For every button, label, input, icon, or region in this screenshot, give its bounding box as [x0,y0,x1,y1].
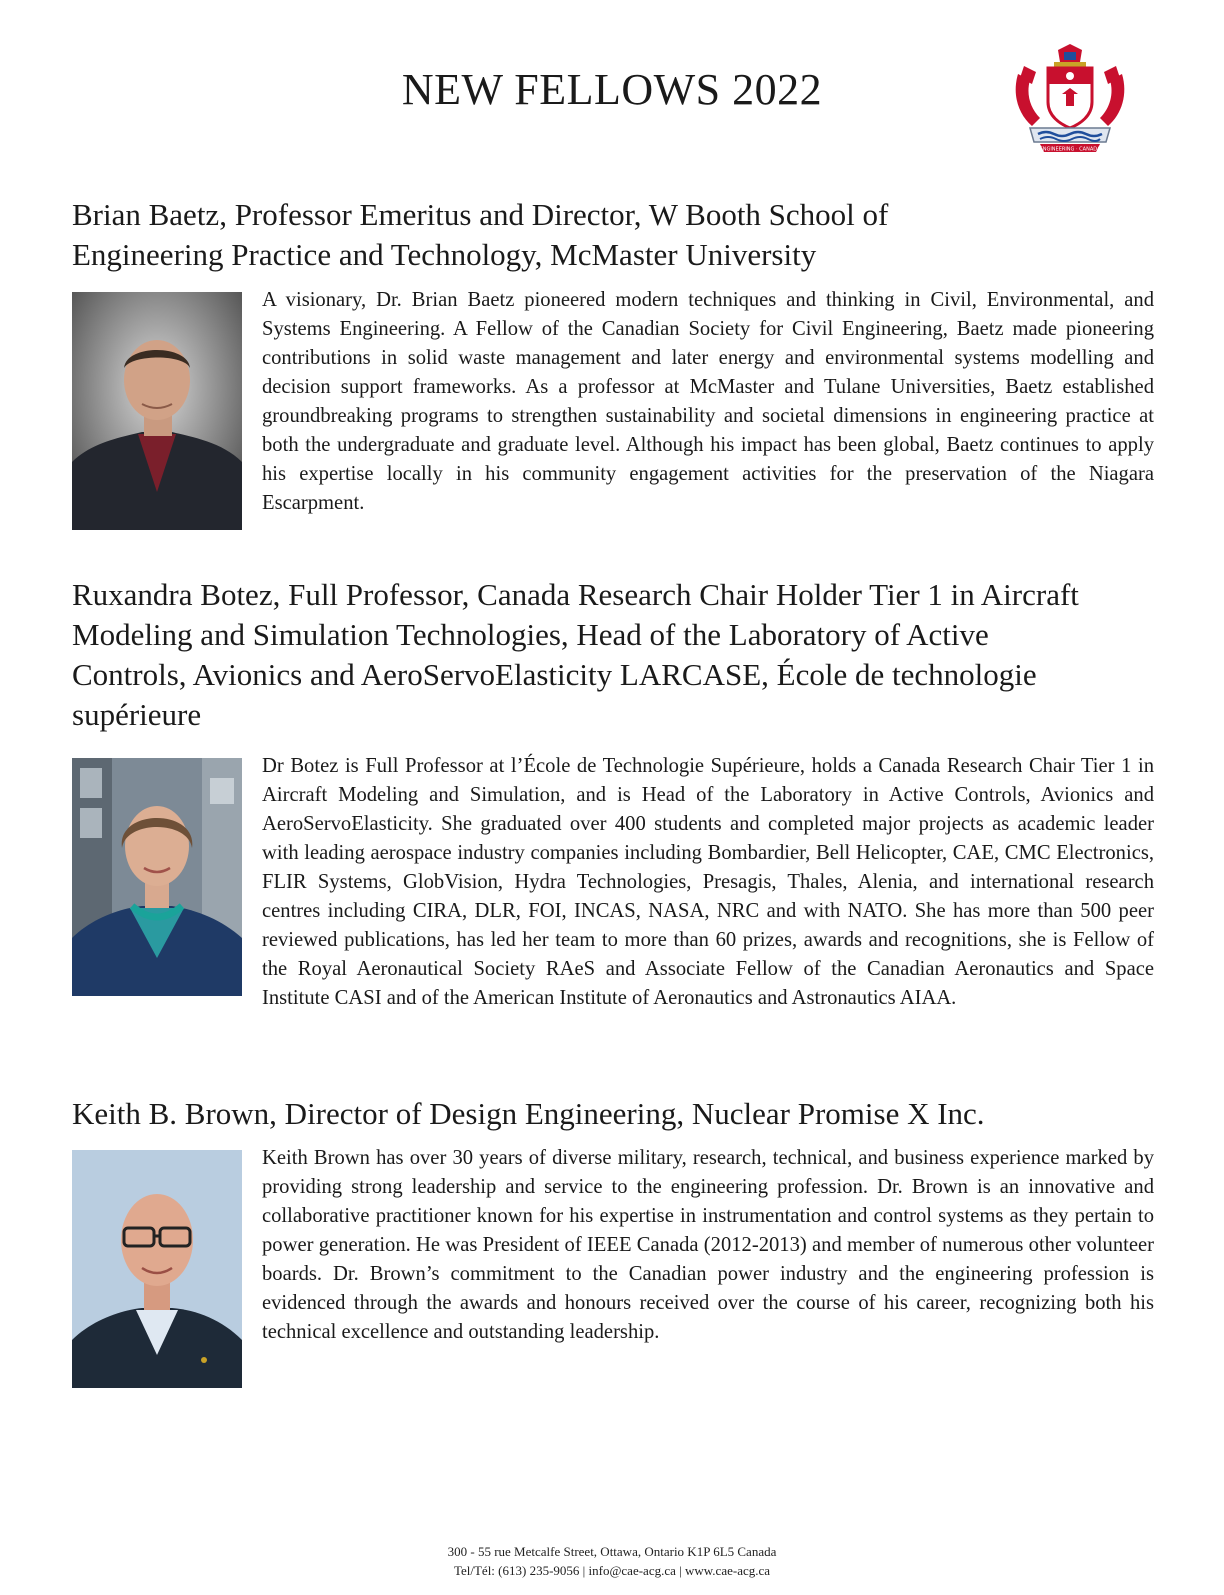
fellow-heading-botez: Ruxandra Botez, Full Professor, Canada Research Chair Holder Tier 1 in Aircraft Modeling and Simulation Technologies, Head of the Laboratory of Active Controls, Avionics and AeroServoElasticity LARCASE, École de technologie supérieure [72,577,1079,732]
footer-contact: Tel/Tél: (613) 235-9056 | info@cae-acg.ca | www.cae-acg.ca [453,1563,771,1578]
page-title: NEW FELLOWS 2022 [401,65,823,114]
fellow-heading-brown: Keith B. Brown, Director of Design Engineering, Nuclear Promise X Inc. [72,1096,985,1131]
fellow-heading-baetz: Brian Baetz, Professor Emeritus and Director, W Booth School of Engineering Practice and Technology, McMaster University [72,197,889,272]
footer-address: 300 - 55 rue Metcalfe Street, Ottawa, Ontario K1P 6L5 Canada [447,1544,777,1559]
crest-logo [1010,44,1130,154]
portrait-photo-brown [72,1150,242,1388]
crest-motto: ENGINEERING · CANADA [1039,146,1101,153]
fellow-bio-brown: Keith Brown has over 30 years of diverse military, research, technical, and business experience marked by providing strong leadership and service to the engineering profession. Dr. Brown is an innovative and collaborative practitioner known for his expertise in instrumentation and control systems as they pertain to power generation. He was President of IEEE Canada (2012-2013) and member of numerous other volunteer boards. Dr. Brown’s commitment to the Canadian power industry and the engineering profession is evidenced through the awards and honours received over the course of his career, recognizing both his technical excellence and outstanding leadership. [262,1147,1154,1343]
fellow-bio-baetz: A visionary, Dr. Brian Baetz pioneered modern techniques and thinking in Civil, Environmental, and Systems Engineering. A Fellow of the Canadian Society for Civil Engineering, Baetz made pioneering contributions in solid waste management and later energy and environmental systems modelling and decision support frameworks. As a professor at McMaster and Tulane Universities, Baetz established groundbreaking programs to strengthen sustainability and societal dimensions in engineering practice at both the undergraduate and graduate level. Although his impact has been global, Baetz continues to apply his expertise locally in his community engagement activities for the preservation of the Niagara Escarpment. [262,289,1154,514]
portrait-photo-baetz [72,292,242,530]
fellow-bio-botez: Dr Botez is Full Professor at l’École de Technologie Supérieure, holds a Canada Research Chair Tier 1 in Aircraft Modeling and Simulation, and is Head of the Laboratory in Active Controls, Avionics and AeroServoElasticity. She graduated over 400 students and completed major projects as academic leader with leading aerospace industry companies including Bombardier, Bell Helicopter, CAE, CMC Electronics, FLIR Systems, GlobVision, Hydra Technologies, Presagis, Thales, Alenia, and international research centres including CIRA, DLR, FOI, INCAS, NASA, NRC and with NATO. She has more than 500 peer reviewed publications, has led her team to more than 60 prizes, awards and recognitions, she is Fellow of the Royal Aeronautical Society RAeS and Associate Fellow of the Canadian Aeronautics and Space Institute CASI and of the American Institute of Aeronautics and Astronautics AIAA. [262,755,1154,1009]
footer [0,1542,1224,1580]
portrait-photo-botez [72,758,242,996]
